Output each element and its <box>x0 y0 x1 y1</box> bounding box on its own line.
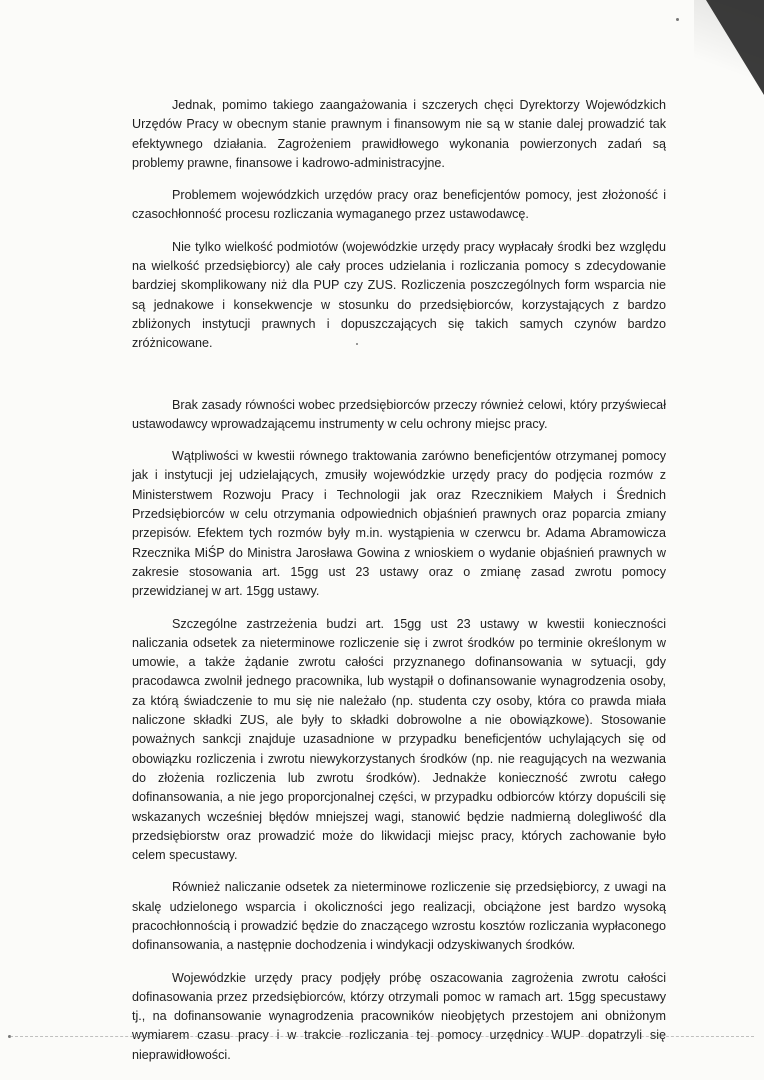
paragraph-2: Problemem wojewódzkich urzędów pracy oraz beneficjentów pomocy, jest złożoność i czasochłonność procesu rozliczania wymaganego przez ustawodawcę. <box>132 188 666 222</box>
scan-edge-line <box>10 1036 754 1037</box>
paragraph-3: Nie tylko wielkość podmiotów (wojewódzkie urzędy pracy wypłacały środki bez względu na wielkość przedsiębiorcy) ale cały proces udzielania i rozliczania pomocy s zdecydowanie bardziej skomplikowany niż dla PUP czy ZUS. Rozliczenia poszczególnych form wsparcia nie są jednakowe i konsekwencje w stosunku do przedsiębiorców, korzystających z bardzo zbliżonych instytucji prawnych i dopuszczających się takich samych czynów bardzo zróżnicowane. <box>132 239 666 351</box>
document-body <box>132 96 666 1078</box>
folded-corner <box>706 0 764 95</box>
paragraph-1: Jednak, pomimo takiego zaangażowania i szczerych chęci Dyrektorzy Wojewódzkich Urzędów Pracy w obecnym stanie prawnym i finansowym nie są w stanie dalej prowadzić tak efektywnego działania. Zagrożeniem prawidłowego wykonania powierzonych zadań są problemy prawne, finansowe i kadrowo-administracyjne. <box>132 98 666 170</box>
scan-speck <box>676 18 679 21</box>
scan-speck <box>356 343 358 345</box>
paragraph-8: Wojewódzkie urzędy pracy podjęły próbę oszacowania zagrożenia zwrotu całości dofinasowania przez przedsiębiorców, którzy otrzymali pomoc w ramach art. 15gg specustawy tj., na dofinansowanie wynagrodzenia pracowników nieobjętych przestojem ani obniżonym wymiarem czasu pracy i w trakcie rozliczania tej pomocy urzędnicy WUP dopatrzyli się nieprawidłowości. <box>132 970 666 1062</box>
paragraph-7: Również naliczanie odsetek za nieterminowe rozliczenie się przedsiębiorcy, z uwagi na skalę udzielonego wsparcia i okoliczności jego realizacji, obciążone jest bardzo wysoką pracochłonnością i prowadzić będzie do znaczącego wzrostu kosztów rozliczania wypłaconego dofinansowania, a następnie dochodzenia i windykacji odzyskiwanych środków. <box>132 880 666 953</box>
paragraph-5: Wątpliwości w kwestii równego traktowania zarówno beneficjentów otrzymanej pomocy jak i instytucji jej udzielających, zmusiły wojewódzkie urzędy pracy do podjęcia rozmów z Ministerstwem Rozwoju Pracy i Technologii jak oraz Rzecznikiem Małych i Średnich Przedsiębiorców w celu otrzymania odpowiednich objaśnień prawnych oraz poparcia zmiany przepisów. Efektem tych rozmów były m.in. wystąpienia w czerwcu br. Adama Abramowicza Rzecznika MiŚP do Ministra Jarosława Gowina z wnioskiem o wydanie objaśnień prawnych w zakresie stosowania art. 15gg ust 23 ustawy oraz o zmianę zasad zwrotu pomocy przewidzianej w art. 15gg ustawy. <box>132 449 666 599</box>
paragraph-6: Szczególne zastrzeżenia budzi art. 15gg ust 23 ustawy w kwestii konieczności naliczania odsetek za nieterminowe rozliczenie się i zwrot środków po terminie określonym w umowie, a także żądanie zwrotu całości przyznanego dofinansowania w sytuacji, gdy pracodawca zwolnił jednego pracownika, lub wystąpił o dofinansowanie wynagrodzenia osoby, za którą świadczenie to mu się nie należało (np. studenta czy osoby, która co prawda miała naliczone składki ZUS, ale były to składki dobrowolne a nie obowiązkowe). Stosowanie poważnych sankcji znajduje uzasadnione w przypadku beneficjentów uchylających się od obowiązku rozliczenia i zwrotu niewykorzystanych środków (np. nie reagujących na wezwania do złożenia rozliczenia lub zwrotu środków). Jednakże konieczność zwrotu całego dofinansowania, a nie jego proporcjonalnej części, w przypadku odbiorców którzy dopuścili się wskazanych wcześniej błędów mniejszej wagi, stanowić będzie nadmierną dolegliwość dla przedsiębiorstw oraz prowadzić może do likwidacji miejsc pracy, których zachowanie było celem specustawy. <box>132 616 666 863</box>
paragraph-4: Brak zasady równości wobec przedsiębiorców przeczy również celowi, który przyświecał ustawodawcy wprowadzającemu instrumenty w celu ochrony miejsc pracy. <box>132 397 666 431</box>
